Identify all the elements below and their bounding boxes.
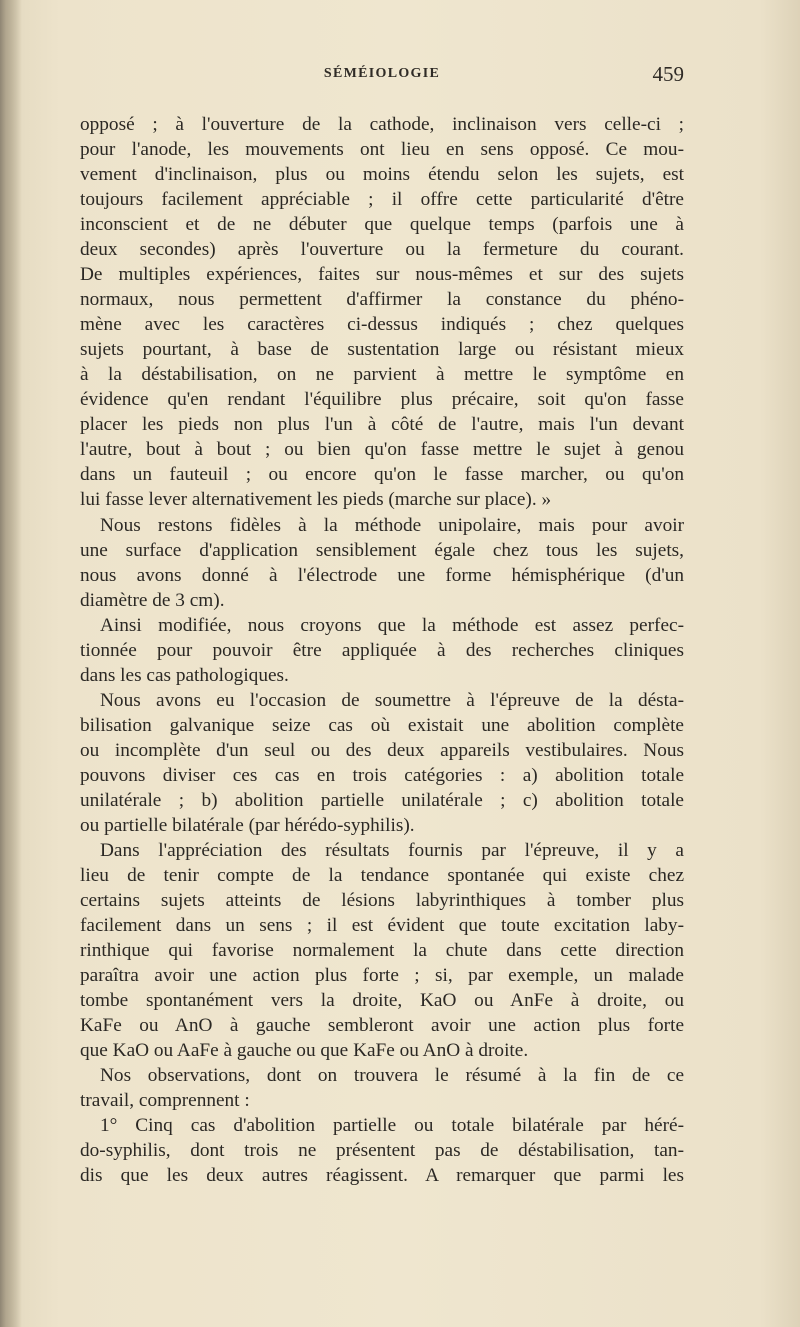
- text-line: ou incomplète d'un seul ou des deux appareils vestibulaires. Nous: [80, 739, 684, 761]
- text-line: Nous avons eu l'occasion de soumettre à l'épreuve de la désta-: [100, 689, 684, 711]
- text-line: à la déstabilisation, on ne parvient à mettre le symptôme en: [80, 364, 684, 386]
- text-line: une surface d'application sensiblement égale chez tous les sujets,: [80, 539, 684, 561]
- text-line: certains sujets atteints de lésions labyrinthiques à tomber plus: [80, 889, 684, 911]
- text-line: vement d'inclinaison, plus ou moins étendu selon les sujets, est: [80, 164, 684, 186]
- binding-shadow: [0, 0, 22, 1327]
- text-line: do-syphilis, dont trois ne présentent pas de déstabilisation, tan-: [80, 1140, 684, 1162]
- text-line: Ainsi modifiée, nous croyons que la méthode est assez perfec-: [100, 614, 684, 636]
- text-line: opposé ; à l'ouverture de la cathode, inclinaison vers celle-ci ;: [80, 114, 684, 135]
- text-line: pour l'anode, les mouvements ont lieu en sens opposé. Ce mou-: [80, 139, 684, 161]
- text-line: dans un fauteuil ; ou encore qu'on le fasse marcher, ou qu'on: [80, 464, 684, 486]
- text-line: toujours facilement appréciable ; il offre cette particularité d'être: [80, 189, 684, 211]
- text-line: lieu de tenir compte de la tendance spontanée qui existe chez: [80, 864, 684, 886]
- text-line: paraîtra avoir une action plus forte ; si, par exemple, un malade: [80, 965, 684, 987]
- text-line: 1° Cinq cas d'abolition partielle ou totale bilatérale par héré-: [100, 1115, 684, 1137]
- text-line: normaux, nous permettent d'affirmer la constance du phéno-: [80, 289, 684, 311]
- text-line: tionnée pour pouvoir être appliquée à des recherches cliniques: [80, 639, 684, 661]
- text-line: nous avons donné à l'électrode une forme hémisphérique (d'un: [80, 564, 684, 586]
- text-line: rinthique qui favorise normalement la chute dans cette direction: [80, 940, 684, 962]
- page-header: [80, 62, 684, 92]
- text-line: mène avec les caractères ci-dessus indiqués ; chez quelques: [80, 314, 684, 336]
- text-line: placer les pieds non plus l'un à côté de l'autre, mais l'un devant: [80, 414, 684, 436]
- text-line: De multiples expériences, faites sur nous-mêmes et sur des sujets: [80, 264, 684, 286]
- text-line: l'autre, bout à bout ; ou bien qu'on fasse mettre le sujet à genou: [80, 439, 684, 461]
- text-line: évidence qu'en rendant l'équilibre plus précaire, soit qu'on fasse: [80, 389, 684, 411]
- text-line: deux secondes) après l'ouverture ou la fermeture du courant.: [80, 239, 684, 261]
- text-line: KaFe ou AnO à gauche sembleront avoir une action plus forte: [80, 1015, 684, 1037]
- text-line: facilement dans un sens ; il est évident que toute excitation laby-: [80, 915, 684, 936]
- text-line: ou partielle bilatérale (par hérédo-syphilis).: [80, 814, 415, 836]
- text-line: Nous restons fidèles à la méthode unipolaire, mais pour avoir: [100, 514, 684, 536]
- page-number: 459: [652, 62, 684, 86]
- text-line: que KaO ou AaFe à gauche ou que KaFe ou AnO à droite.: [80, 1040, 529, 1062]
- text-line: travail, comprennent :: [80, 1090, 250, 1112]
- text-line: pouvons diviser ces cas en trois catégories : a) abolition totale: [80, 764, 684, 786]
- text-line: unilatérale ; b) abolition partielle unilatérale ; c) abolition totale: [80, 789, 684, 811]
- text-line: sujets pourtant, à base de sustentation large ou résistant mieux: [80, 339, 684, 361]
- text-line: lui fasse lever alternativement les pieds (marche sur place). »: [80, 489, 552, 511]
- running-head: SÉMÉIOLOGIE: [323, 66, 441, 81]
- text-line: Dans l'appréciation des résultats fournis par l'épreuve, il y a: [100, 839, 684, 861]
- text-line: Nos observations, dont on trouvera le résumé à la fin de ce: [100, 1065, 684, 1087]
- body-text: [80, 112, 684, 1188]
- text-line: dis que les deux autres réagissent. A remarquer que parmi les: [80, 1165, 684, 1187]
- text-line: dans les cas pathologiques.: [80, 664, 289, 686]
- text-line: bilisation galvanique seize cas où existait une abolition complète: [80, 714, 684, 736]
- text-line: diamètre de 3 cm).: [80, 589, 225, 611]
- text-line: inconscient et de ne débuter que quelque temps (parfois une à: [80, 214, 684, 236]
- text-line: tombe spontanément vers la droite, KaO ou AnFe à droite, ou: [80, 990, 684, 1012]
